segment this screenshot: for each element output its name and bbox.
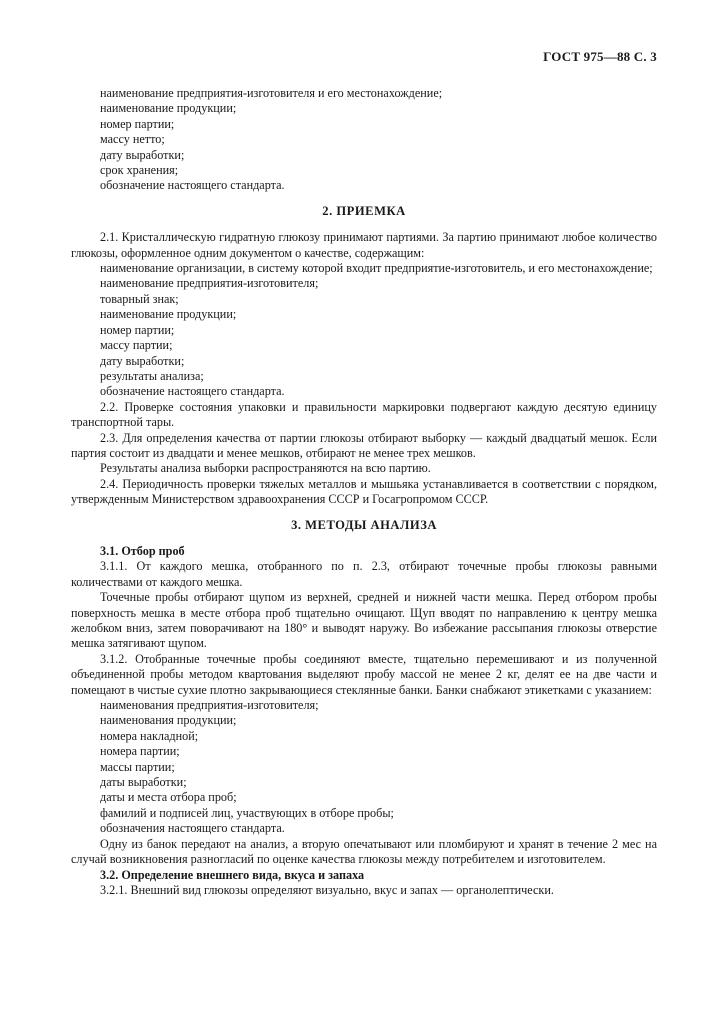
list-item: результаты анализа; bbox=[100, 368, 204, 383]
list-item: номера партии; bbox=[100, 744, 180, 759]
list-item: обозначения настоящего стандарта. bbox=[100, 821, 285, 836]
list-item: дату выработки; bbox=[100, 353, 185, 368]
list-item: даты и места отбора проб; bbox=[100, 790, 237, 805]
paragraph-3-1-1-b: Точечные пробы отбирают щупом из верхней, средней и нижней части мешка. Перед отбором пробы поверхность мешка в месте отбора проб тщательно очищают. Щуп вводят по направлению к центру мешка желобком вниз, затем поворачивают на 180° и выводят наружу. Во избежание рассыпания глюкозы отверстие мешка затягивают щупом. bbox=[71, 590, 657, 651]
paragraph-2-3-b: Результаты анализа выборки распространяются на всю партию. bbox=[100, 461, 431, 476]
paragraph-2-3: 2.3. Для определения качества от партии глюкозы отбирают выборку — каждый двадцатый мешок. Если партия состоит из двадцати и менее мешков, отбирают не менее трех мешков. bbox=[71, 430, 657, 460]
list-item: товарный знак; bbox=[100, 291, 179, 306]
acceptance-list bbox=[71, 276, 657, 399]
section-title-methods: 3. МЕТОДЫ АНАЛИЗА bbox=[291, 517, 437, 532]
paragraph-3-1-1: 3.1.1. От каждого мешка, отобранного по п. 2.3, отбирают точечные пробы глюкозы равными количествами от каждого мешка. bbox=[71, 559, 657, 589]
page-header: ГОСТ 975—88 С. 3 bbox=[543, 49, 657, 64]
list-item: наименования продукции; bbox=[100, 713, 237, 728]
subsection-title-sampling: 3.1. Отбор проб bbox=[100, 543, 185, 558]
paragraph-3-1-2: 3.1.2. Отобранные точечные пробы соединяют вместе, тщательно перемешивают и из полученной объединенной пробы методом квартования выделяют пробу массой не менее 2 кг, делят ее на две части и помещают в чистые сухие плотно закрывающиеся стеклянные банки. Банки снабжают этикетками с указанием: bbox=[71, 651, 657, 697]
list-item: номер партии; bbox=[100, 116, 175, 131]
intro-list bbox=[71, 86, 657, 194]
list-item: номер партии; bbox=[100, 322, 175, 337]
list-item: обозначение настоящего стандарта. bbox=[100, 384, 285, 399]
paragraph-2-2: 2.2. Проверке состояния упаковки и правильности маркировки подвергают каждую десятую единицу транспортной тары. bbox=[71, 399, 657, 430]
label-list bbox=[71, 698, 657, 837]
list-item: дату выработки; bbox=[100, 147, 185, 162]
list-item: наименование предприятия-изготовителя; bbox=[100, 276, 319, 291]
paragraph-2-1-org: наименование организации, в систему которой входит предприятие-изготовитель, и его местонахождение; bbox=[100, 261, 653, 276]
list-item: массу партии; bbox=[100, 338, 173, 353]
list-item: массы партии; bbox=[100, 759, 175, 774]
list-item: массу нетто; bbox=[100, 132, 165, 147]
list-item: номера накладной; bbox=[100, 728, 199, 743]
list-item: срок хранения; bbox=[100, 163, 179, 178]
paragraph-3-1-2-b: Одну из банок передают на анализ, а вторую опечатывают или пломбируют и хранят в течение 2 мес на случай возникновения разногласий по оценке качества глюкозы между потребителем и изготовителем. bbox=[71, 836, 657, 867]
subsection-title-appearance: 3.2. Определение внешнего вида, вкуса и запаха bbox=[100, 867, 365, 882]
list-item: даты выработки; bbox=[100, 775, 187, 790]
paragraph-2-4: 2.4. Периодичность проверки тяжелых металлов и мышьяка устанавливается в соответствии с порядком, утвержденным Министерством здравоохранения СССР и Госагропромом СССР. bbox=[71, 476, 657, 507]
list-item: наименования предприятия-изготовителя; bbox=[100, 698, 319, 713]
list-item: обозначение настоящего стандарта. bbox=[100, 178, 285, 193]
paragraph-2-1: 2.1. Кристаллическую гидратную глюкозу принимают партиями. За партию принимают любое количество глюкозы, оформленное одним документом о качестве, содержащим: bbox=[71, 230, 657, 260]
paragraph-3-2-1: 3.2.1. Внешний вид глюкозы определяют визуально, вкус и запах — органолептически. bbox=[100, 882, 554, 897]
document-body bbox=[71, 86, 657, 898]
list-item: наименование продукции; bbox=[100, 307, 237, 322]
list-item: фамилий и подписей лиц, участвующих в отборе пробы; bbox=[100, 805, 394, 820]
list-item: наименование предприятия-изготовителя и его местонахождение; bbox=[100, 86, 443, 100]
list-item: наименование продукции; bbox=[100, 101, 237, 116]
section-title-acceptance: 2. ПРИЕМКА bbox=[322, 203, 406, 218]
